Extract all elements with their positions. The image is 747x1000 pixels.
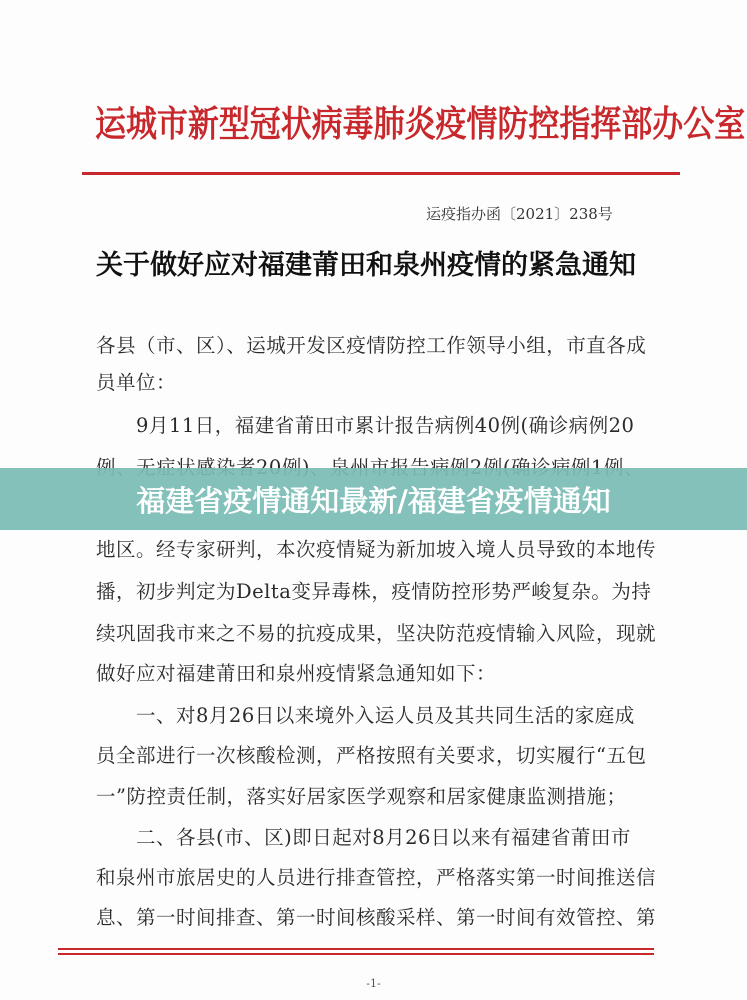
header-red-rule [82, 172, 680, 175]
body-line: 一”防控责任制，落实好居家医学观察和居家健康监测措施； [96, 785, 627, 808]
page-number: -1- [366, 977, 381, 990]
body-line: 续巩固我市来之不易的抗疫成果，坚决防范疫情输入风险，现就 [96, 622, 657, 645]
body-line: 做好应对福建莆田和泉州疫情紧急通知如下： [96, 662, 497, 685]
footer-red-rule-bottom [58, 953, 654, 955]
footer-red-rule-top [58, 948, 654, 950]
body-line: 地区。经专家研判，本次疫情疑为新加坡入境人员导致的本地传 [96, 538, 657, 561]
banner-title: 福建省疫情通知最新/福建省疫情通知 [136, 483, 611, 518]
body-line: 一、对8月26日以来境外入运人员及其共同生活的家庭成 [136, 704, 635, 727]
body-line: 各县（市、区）、运城开发区疫情防控工作领导小组，市直各成 [96, 334, 647, 357]
body-line: 和泉州市旅居史的人员进行排查管控，严格落实第一时间推送信 [96, 866, 657, 889]
body-line: 员单位： [96, 371, 177, 394]
body-line: 9月11日，福建省莆田市累计报告病例40例(确诊病例20 [136, 414, 635, 437]
document-number: 运疫指办函〔2021〕238号 [426, 205, 613, 223]
title-banner [0, 468, 747, 530]
body-line: 二、各县(市、区)即日起对8月26日以来有福建省莆田市 [136, 826, 631, 849]
body-line: 员全部进行一次核酸检测，严格按照有关要求，切实履行“五包 [96, 744, 647, 767]
document-title: 关于做好应对福建莆田和泉州疫情的紧急通知 [96, 250, 636, 281]
office-header: 运城市新型冠状病毒肺炎疫情防控指挥部办公室 [95, 103, 746, 145]
body-line: 息、第一时间排查、第一时间核酸采样、第一时间有效管控、第 [96, 906, 657, 929]
body-line: 播，初步判定为Delta变异毒株，疫情防控形势严峻复杂。为持 [96, 580, 652, 603]
